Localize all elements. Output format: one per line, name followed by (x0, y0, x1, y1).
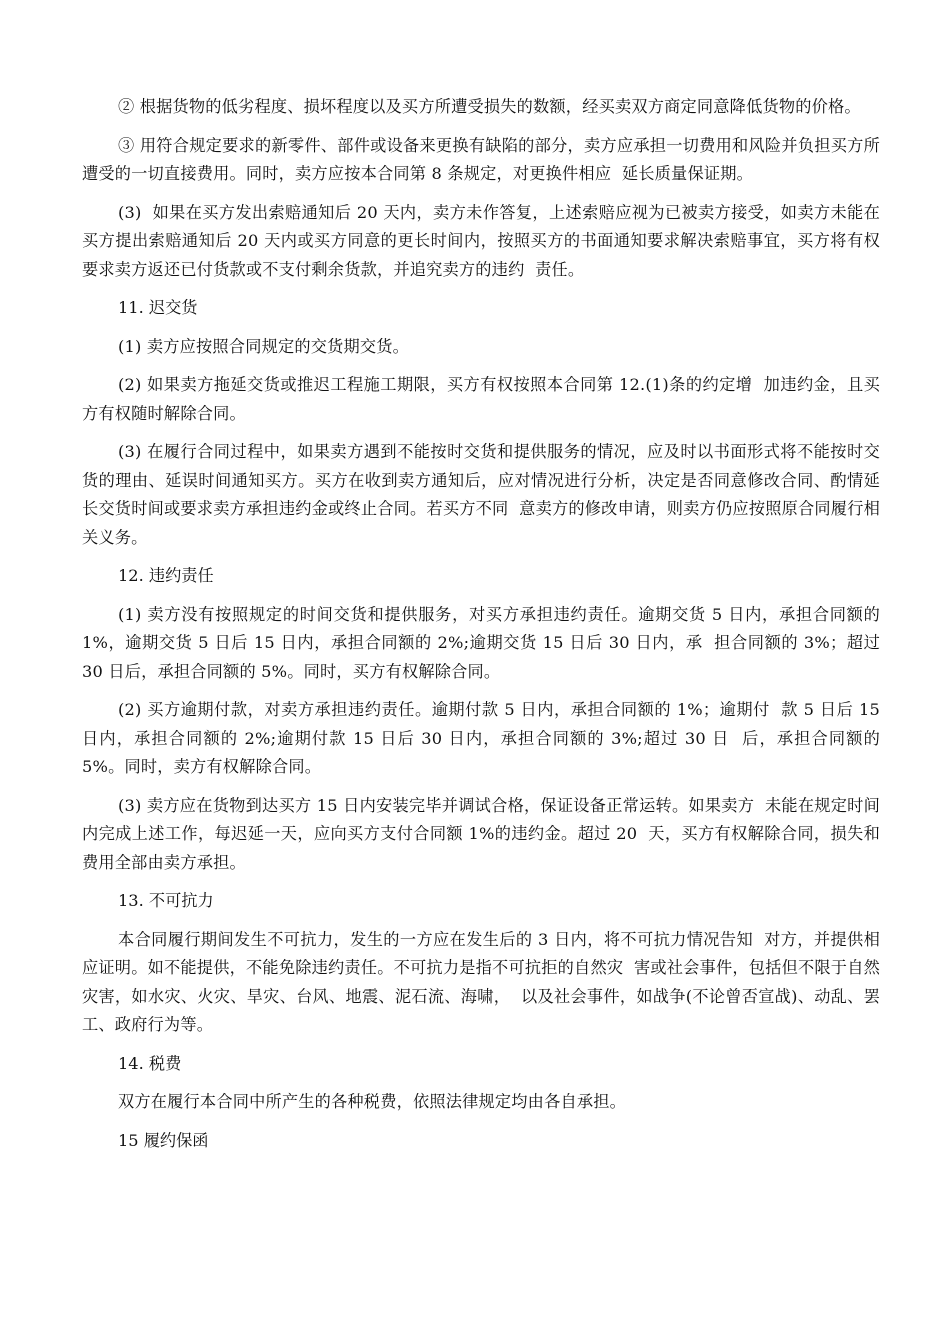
paragraph-seller-liability: (1) 卖方没有按照规定的时间交货和提供服务，对买方承担违约责任。逾期交货 5 日内，承担合同额的 1%，逾期交货 5 日后 15 日内，承担合同额的 2%;逾期交货 15 日后 30 日内，承 担合同额的 3%；超过 30 日后，承担合同额的 5%。同时，买方有权解除合同。 (82, 604, 886, 681)
paragraph-replace-parts: ③ 用符合规定要求的新零件、部件或设备来更换有缺陷的部分，卖方应承担一切费用和风险并负担买方所遭受的一切直接费用。同时，卖方应按本合同第 8 条规定，对更换件相应 延长质量保证期。 (82, 135, 880, 183)
section-heading-force-majeure: 13. 不可抗力 (118, 891, 214, 910)
section-heading-taxes: 14. 税费 (118, 1053, 182, 1073)
paragraph-installation: (3) 卖方应在货物到达买方 15 日内安装完毕并调试合格，保证设备正常运转。如果卖方 未能在规定时间内完成上述工作，每迟延一天，应向买方支付合同额 1%的违约金。超过 20 天，买方有权解除合同，损失和费用全部由卖方承担。 (82, 795, 880, 872)
paragraph-delivery-delay: (2) 如果卖方拖延交货或推迟工程施工期限，买方有权按照本合同第 12.(1)条的约定增 加违约金，且买方有权随时解除合同。 (82, 375, 880, 423)
paragraph-price-reduction: ② 根据货物的低劣程度、损坏程度以及买方所遭受损失的数额，经买卖双方商定同意降低货物的价格。 (118, 97, 861, 116)
paragraph-taxes: 双方在履行本合同中所产生的各种税费，依照法律规定均由各自承担。 (118, 1092, 627, 1111)
paragraph-claim-response: (3) 如果在买方发出索赔通知后 20 天内，卖方未作答复，上述索赔应视为已被卖方接受，如卖方未能在买方提出索赔通知后 20 天内或买方同意的更长时间内，按照买方的书面通知要求解决索赔事宜，买方将有权要求卖方返还已付货款或不支付剩余货款，并追究卖方的违约 责任。 (82, 202, 880, 279)
paragraph-force-majeure: 本合同履行期间发生不可抗力，发生的一方应在发生后的 3 日内，将不可抗力情况告知 对方，并提供相应证明。如不能提供，不能免除违约责任。不可抗力是指不可抗拒的自然灾 害或社会事件，包括但不限于自然灾害，如水灾、火灾、旱灾、台风、地震、泥石流、海啸， 以及社会事件，如战争(不论曾否宣战)、动乱、罢工、政府行为等。 (82, 929, 880, 1034)
section-heading-late-delivery: 11. 迟交货 (118, 298, 198, 317)
section-heading-performance-bond: 15 履约保函 (118, 1130, 209, 1150)
paragraph-buyer-liability: (2) 买方逾期付款，对卖方承担违约责任。逾期付款 5 日内，承担合同额的 1%；逾期付 款 5 日后 15 日内，承担合同额的 2%;逾期付款 15 日后 30 日内，承担合同额的 3%;超过 30 日 后，承担合同额的 5%。同时，卖方有权解除合同。 (82, 700, 886, 776)
paragraph-delivery-schedule: (1) 卖方应按照合同规定的交货期交货。 (118, 336, 410, 356)
section-heading-liability: 12. 违约责任 (118, 566, 214, 585)
document-page (82, 93, 886, 1165)
paragraph-delay-notice: (3) 在履行合同过程中，如果卖方遇到不能按时交货和提供服务的情况，应及时以书面形式将不能按时交货的理由、延误时间通知买方。买方在收到卖方通知后，应对情况进行分析，决定是否同意修改合同、酌情延长交货时间或要求卖方承担违约金或终止合同。若买方不同 意卖方的修改申请，则卖方仍应按照原合同履行相关义务。 (82, 442, 880, 547)
